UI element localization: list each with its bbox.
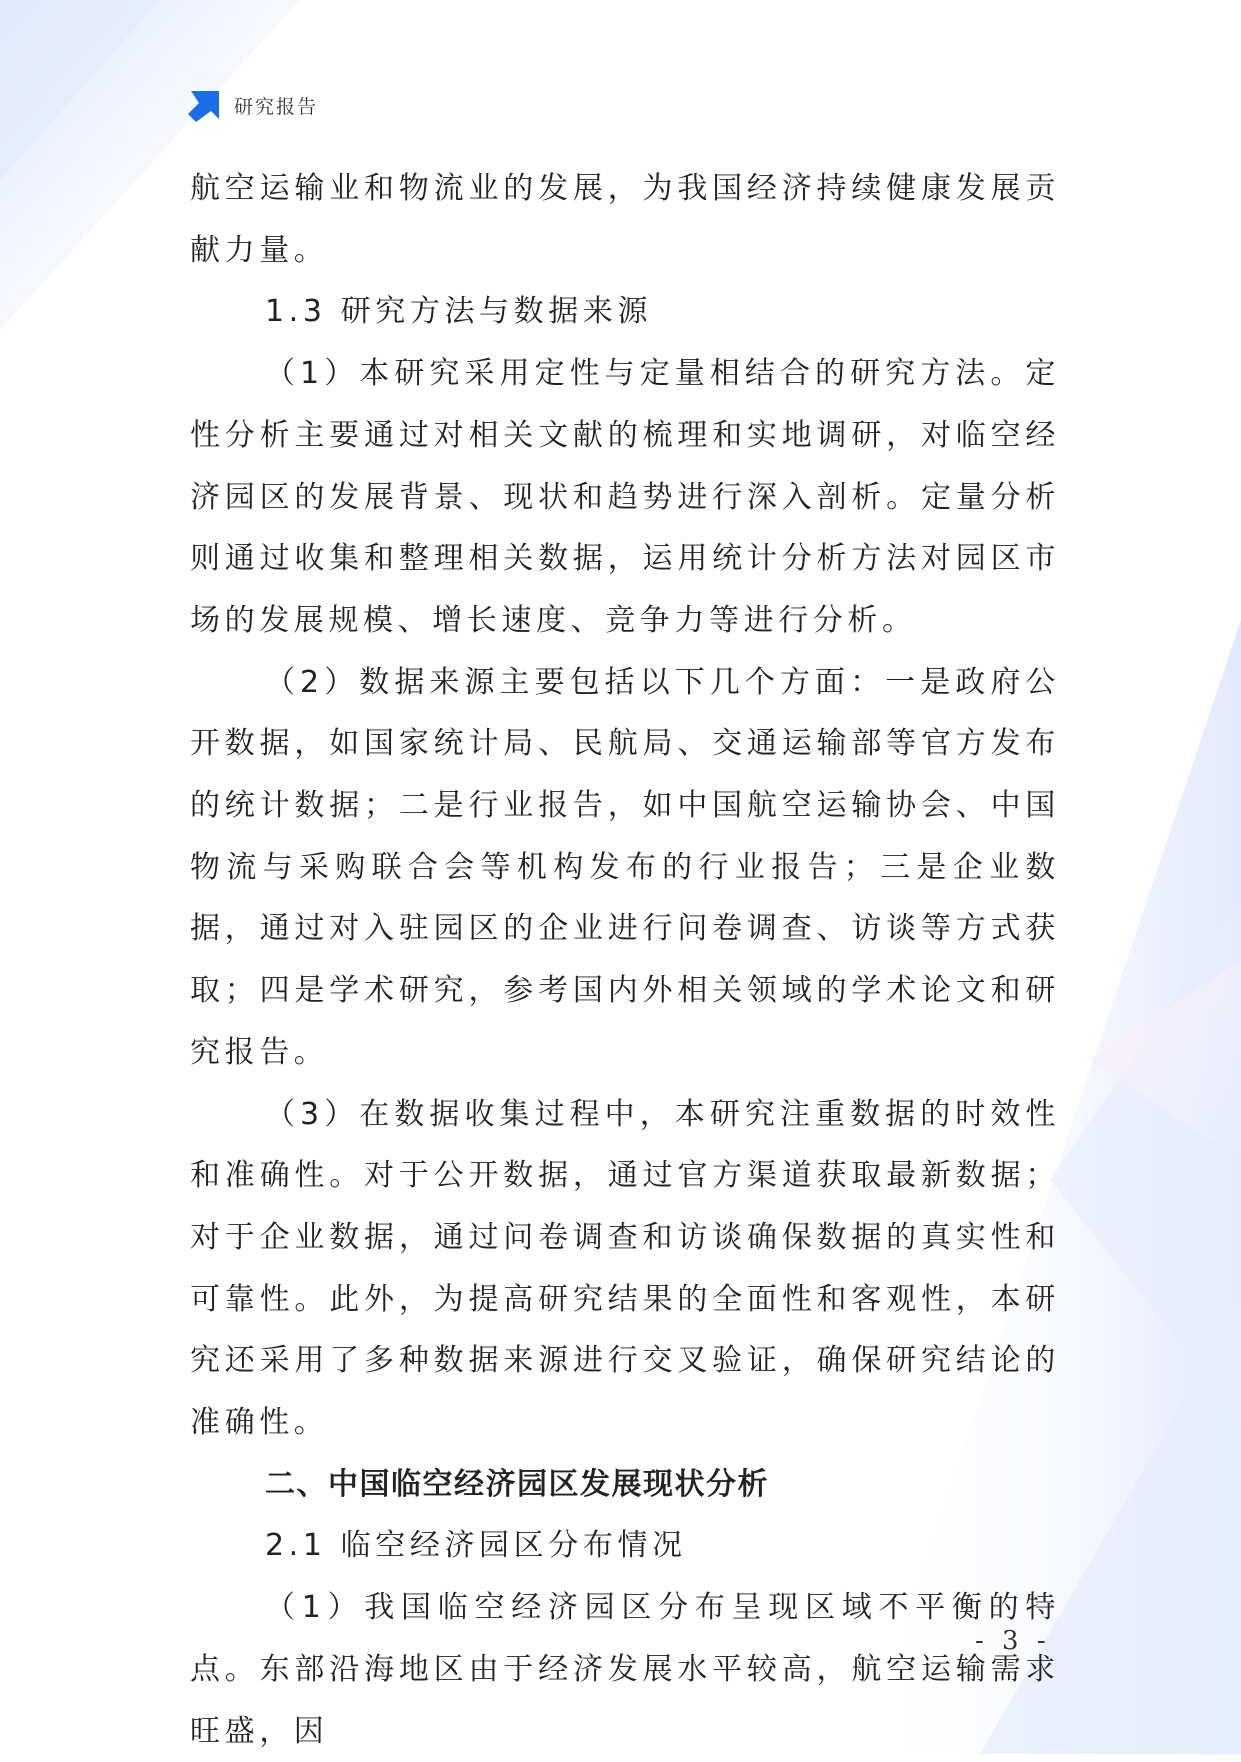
section-heading: 2.1 临空经济园区分布情况: [265, 1528, 687, 1564]
paragraph: （1）本研究采用定性与定量相结合的研究方法。定性分析主要通过对相关文献的梳理和实地调研，对临空经济园区的发展背景、现状和趋势进行深入剖析。定量分析则通过收集和整理相关数据，运用统计分析方法对园区市场的发展规模、增长速度、竞争力等进行分析。: [190, 356, 1060, 638]
chapter-heading: 二、中国临空经济园区发展现状分析: [265, 1466, 769, 1502]
section-heading: 1.3 研究方法与数据来源: [265, 294, 653, 330]
diagonal-arrow-icon: [188, 88, 222, 122]
page-number: - 3 -: [975, 1626, 1051, 1656]
document-body: [190, 158, 1060, 1762]
header-label: 研究报告: [234, 95, 319, 118]
paragraph: （2）数据来源主要包括以下几个方面：一是政府公开数据，如国家统计局、民航局、交通运输部等官方发布的统计数据；二是行业报告，如中国航空运输协会、中国物流与采购联合会等机构发布的行业报告；三是企业数据，通过对入驻园区的企业进行问卷调查、访谈等方式获取；四是学术研究，参考国内外相关领域的学术论文和研究报告。: [190, 664, 1060, 1070]
paragraph: 航空运输业和物流业的发展，为我国经济持续健康发展贡献力量。: [190, 171, 1060, 268]
paragraph: （1）我国临空经济园区分布呈现区域不平衡的特点。东部沿海地区由于经济发展水平较高，航空运输需求旺盛，因: [190, 1590, 1060, 1749]
report-header: [188, 88, 318, 122]
paragraph: （3）在数据收集过程中，本研究注重数据的时效性和准确性。对于公开数据，通过官方渠道获取最新数据；对于企业数据，通过问卷调查和访谈确保数据的真实性和可靠性。此外，为提高研究结果的全面性和客观性，本研究还采用了多种数据来源进行交叉验证，确保研究结论的准确性。: [190, 1096, 1060, 1441]
